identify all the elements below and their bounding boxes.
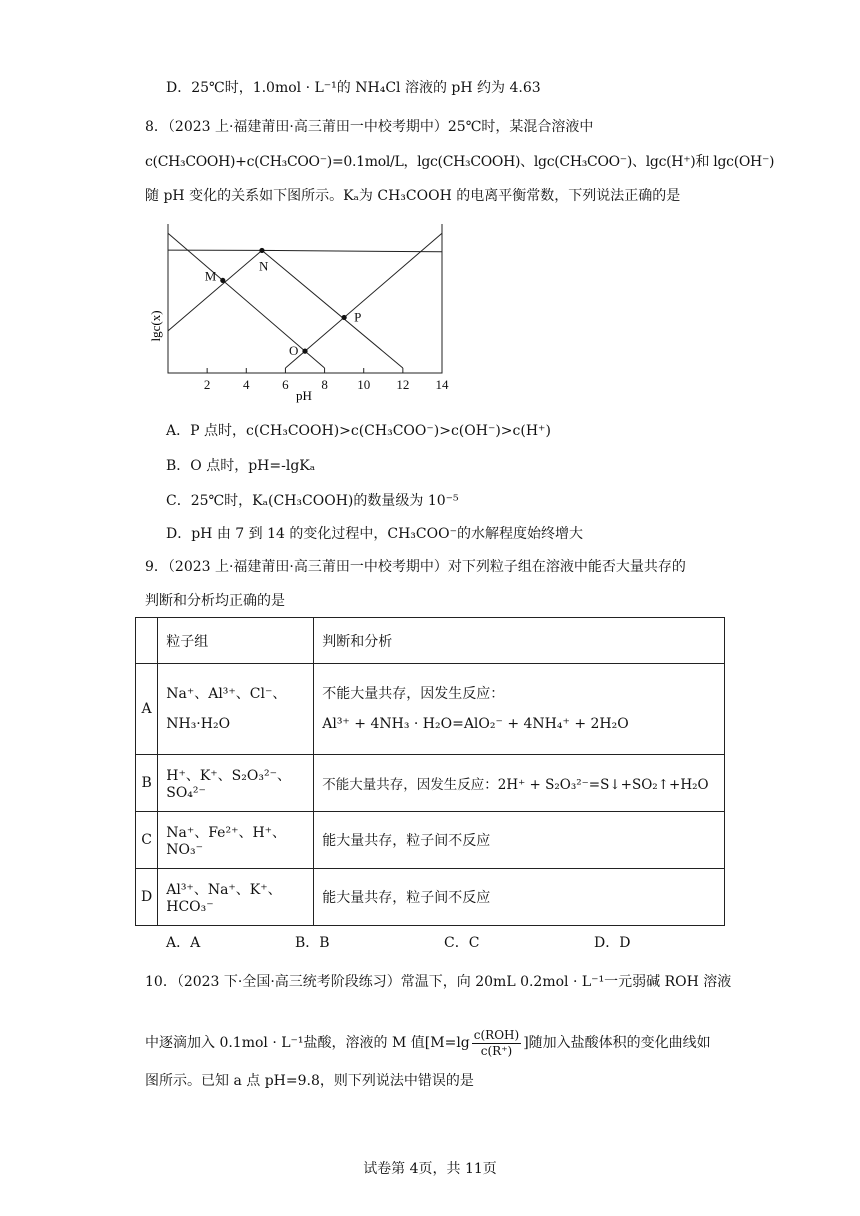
row-analysis: 不能大量共存，因发生反应：2H⁺ + S₂O₃²⁻=S↓+SO₂↑+H₂O	[314, 755, 725, 812]
q9-option-b: B．B	[295, 935, 330, 951]
row-analysis-line-1: 不能大量共存，因发生反应：	[322, 686, 505, 702]
row-label: B	[136, 755, 158, 812]
q9-stem-line-1: 9．（2023 上·福建莆田·高三莆田一中校考期中）对下列粒子组在溶液中能否大量共存的	[145, 559, 686, 575]
point-label: O	[289, 343, 299, 359]
q9-option-a: A．A	[166, 935, 201, 951]
row-label: D	[136, 869, 158, 926]
q8-stem-line-1: 8．（2023 上·福建莆田·高三莆田一中校考期中）25℃时，某混合溶液中	[145, 119, 594, 135]
point-label: N	[258, 258, 269, 274]
q9-table	[135, 617, 725, 926]
q10-m-numerator: c(ROH)	[473, 1027, 520, 1042]
point-marker	[220, 278, 225, 283]
x-tick-label: 14	[435, 377, 449, 392]
q8-option-c: C．25℃时，Kₐ(CH₃COOH)的数量级为 10⁻⁵	[166, 493, 459, 509]
q9-stem-line-2: 判断和分析均正确的是	[145, 593, 285, 609]
x-tick-label: 12	[396, 377, 410, 392]
row-group-line-2: NH₃·H₂O	[166, 716, 231, 732]
series-line	[285, 233, 442, 368]
q10-stem-line-2	[145, 1023, 711, 1063]
q8-option-a: A．P 点时，c(CH₃COOH)>c(CH₃COO⁻)>c(OH⁻)>c(H⁺)	[166, 423, 551, 439]
point-label: P	[354, 309, 362, 325]
q10-stem-line-1: 10．（2023 下·全国·高三统考阶段练习）常温下，向 20mL 0.2mol · L⁻¹一元弱碱 ROH 溶液	[145, 974, 732, 990]
q8-chart	[140, 218, 460, 408]
row-label: C	[136, 812, 158, 869]
chart-x-label: pH	[296, 388, 312, 403]
x-tick-label: 10	[357, 377, 371, 392]
q8-option-b: B．O 点时，pH=-lgKₐ	[166, 458, 316, 474]
q9-option-c: C．C	[444, 935, 480, 951]
x-tick-label: 4	[243, 377, 250, 392]
q7-option-d: D．25℃时，1.0mol · L⁻¹的 NH₄Cl 溶液的 pH 约为 4.63	[166, 80, 541, 96]
q8-stem-line-3: 随 pH 变化的关系如下图所示。Kₐ为 CH₃COOH 的电离平衡常数，下列说法正确的是	[145, 188, 681, 204]
header-blank-cell	[136, 618, 158, 664]
point-marker	[342, 315, 347, 320]
row-analysis: 能大量共存，粒子间不反应	[314, 812, 725, 869]
row-label: A	[136, 664, 158, 755]
row-group-line-1: Na⁺、Al³⁺、Cl⁻、	[166, 686, 287, 702]
series-line	[168, 250, 442, 330]
header-analysis: 判断和分析	[314, 618, 725, 664]
row-group: Al³⁺、Na⁺、K⁺、HCO₃⁻	[158, 869, 314, 926]
row-analysis-line-2: Al³⁺ + 4NH₃ · H₂O=AlO₂⁻ + 4NH₄⁺ + 2H₂O	[322, 716, 629, 732]
x-tick-label: 6	[282, 377, 289, 392]
header-group: 粒子组	[158, 618, 314, 664]
q8-option-d: D．pH 由 7 到 14 的变化过程中，CH₃COO⁻的水解程度始终增大	[166, 526, 583, 542]
row-group-cell	[158, 664, 314, 755]
table-row	[136, 869, 725, 926]
q9-option-d: D．D	[594, 935, 631, 951]
table-row	[136, 812, 725, 869]
row-group: H⁺、K⁺、S₂O₃²⁻、SO₄²⁻	[158, 755, 314, 812]
q10-m-denominator: c(R⁺)	[480, 1043, 513, 1058]
table-header-row	[136, 618, 725, 664]
series-line	[168, 233, 325, 368]
q10-m-def: M=lg	[430, 1035, 470, 1051]
row-group: Na⁺、Fe²⁺、H⁺、NO₃⁻	[158, 812, 314, 869]
q8-stem-line-2: c(CH₃COOH)+c(CH₃COO⁻)=0.1mol/L，lgc(CH₃COOH)、lgc(CH₃COO⁻)、lgc(H⁺)和 lgc(OH⁻)	[145, 154, 775, 170]
point-label: M	[204, 268, 217, 284]
point-marker	[259, 248, 264, 253]
chart-y-label: lgc(x)	[148, 310, 163, 342]
row-analysis-cell	[314, 664, 725, 755]
q10-m-fraction	[472, 1028, 521, 1059]
q10-stem-2-post: ]随加入盐酸体积的变化曲线如	[523, 1035, 711, 1051]
x-tick-label: 2	[203, 377, 211, 392]
row-analysis: 能大量共存，粒子间不反应	[314, 869, 725, 926]
series-line	[168, 250, 403, 368]
table-row	[136, 664, 725, 755]
x-tick-label: 8	[321, 377, 328, 392]
point-marker	[302, 349, 307, 354]
q10-stem-line-3: 图所示。已知 a 点 pH=9.8，则下列说法中错误的是	[145, 1073, 474, 1089]
q10-stem-2-pre: 中逐滴加入 0.1mol · L⁻¹盐酸，溶液的 M 值[	[145, 1035, 431, 1051]
page-footer: 试卷第 4页，共 11页	[363, 1161, 497, 1177]
table-row	[136, 755, 725, 812]
